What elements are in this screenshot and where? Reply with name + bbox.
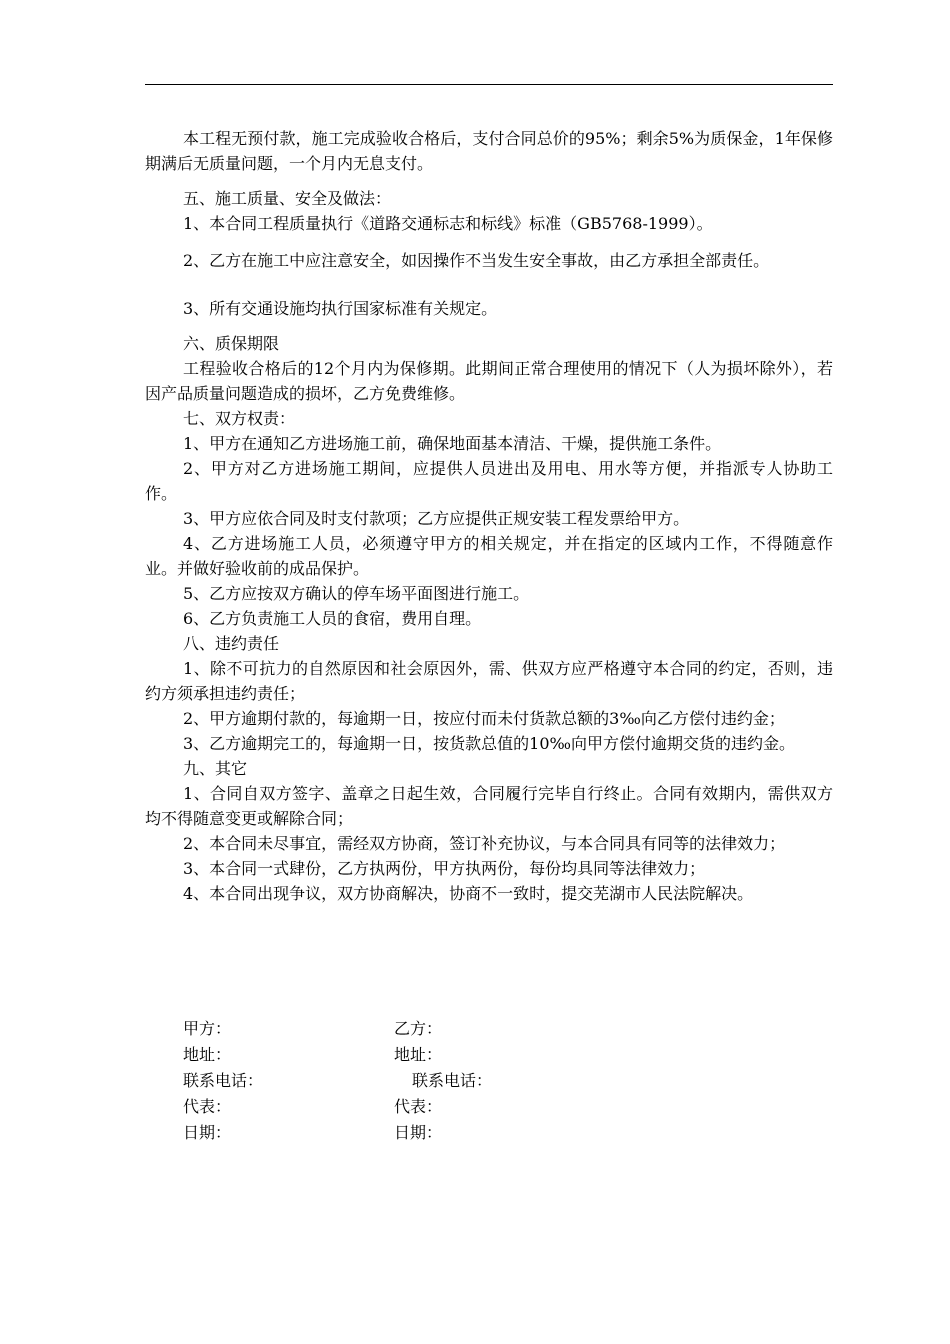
party-a-rep: 代表：	[183, 1097, 232, 1116]
party-a-label: 甲方：	[183, 1019, 232, 1038]
clause-9-1: 1、合同自双方签字、盖章之日起生效，合同履行完毕自行终止。合同有效期内，需供双方均不得随意变更或解除合同；	[145, 784, 833, 828]
clause-8-3: 3、乙方逾期完工的，每逾期一日，按货款总值的10‰向甲方偿付逾期交货的违约金。	[183, 734, 796, 753]
clause-5-3: 3、所有交通设施均执行国家标准有关规定。	[183, 299, 498, 318]
clause-7-3: 3、甲方应依合同及时支付款项；乙方应提供正规安装工程发票给甲方。	[183, 509, 690, 528]
section-heading-rights: 七、双方权责：	[183, 409, 296, 428]
party-b-rep: 代表：	[394, 1097, 443, 1116]
signature-row-address	[183, 1042, 683, 1068]
section-heading-other: 九、其它	[183, 759, 248, 778]
clause-5-2: 2、乙方在施工中应注意安全，如因操作不当发生安全事故，由乙方承担全部责任。	[183, 251, 770, 270]
clause-7-6: 6、乙方负责施工人员的食宿，费用自理。	[183, 609, 482, 628]
party-a-phone: 联系电话：	[183, 1071, 264, 1090]
clause-9-2: 2、本合同未尽事宜，需经双方协商，签订补充协议，与本合同具有同等的法律效力；	[183, 834, 786, 853]
payment-terms: 本工程无预付款，施工完成验收合格后，支付合同总价的95%；剩余5%为质保金，1年保修期满后无质量问题，一个月内无息支付。	[145, 129, 833, 173]
party-b-date: 日期：	[394, 1123, 443, 1142]
contract-body	[145, 126, 833, 906]
signature-block	[183, 1016, 683, 1146]
signature-row-phone	[183, 1068, 683, 1094]
signature-row-date	[183, 1120, 683, 1146]
signature-row-rep	[183, 1094, 683, 1120]
clause-5-1: 1、本合同工程质量执行《道路交通标志和标线》标准（GB5768-1999）。	[183, 214, 713, 233]
clause-7-5: 5、乙方应按双方确认的停车场平面图进行施工。	[183, 584, 530, 603]
clause-9-3: 3、本合同一式肆份，乙方执两份，甲方执两份，每份均具同等法律效力；	[183, 859, 706, 878]
warranty-text: 工程验收合格后的12个月内为保修期。此期间正常合理使用的情况下（人为损坏除外），若因产品质量问题造成的损坏，乙方免费维修。	[145, 359, 833, 403]
clause-8-1: 1、除不可抗力的自然原因和社会原因外，需、供双方应严格遵守本合同的约定，否则，违约方须承担违约责任；	[145, 659, 833, 703]
clause-9-4: 4、本合同出现争议，双方协商解决，协商不一致时，提交芜湖市人民法院解决。	[183, 884, 754, 903]
party-b-phone: 联系电话：	[412, 1071, 493, 1090]
header-rule	[145, 84, 833, 85]
clause-7-2: 2、甲方对乙方进场施工期间，应提供人员进出及用电、用水等方便，并指派专人协助工作。	[145, 459, 833, 503]
party-a-address: 地址：	[183, 1045, 232, 1064]
party-a-date: 日期：	[183, 1123, 232, 1142]
section-heading-warranty: 六、质保期限	[183, 334, 280, 353]
clause-7-1: 1、甲方在通知乙方进场施工前，确保地面基本清洁、干燥，提供施工条件。	[183, 434, 722, 453]
clause-8-2: 2、甲方逾期付款的，每逾期一日，按应付而未付货款总额的3‰向乙方偿付违约金；	[183, 709, 785, 728]
party-b-address: 地址：	[394, 1045, 443, 1064]
section-heading-breach: 八、违约责任	[183, 634, 280, 653]
party-b-label: 乙方：	[394, 1019, 443, 1038]
signature-row-party	[183, 1016, 683, 1042]
clause-7-4: 4、乙方进场施工人员，必须遵守甲方的相关规定，并在指定的区域内工作，不得随意作业。并做好验收前的成品保护。	[145, 534, 833, 578]
section-heading-quality: 五、施工质量、安全及做法：	[183, 189, 392, 208]
